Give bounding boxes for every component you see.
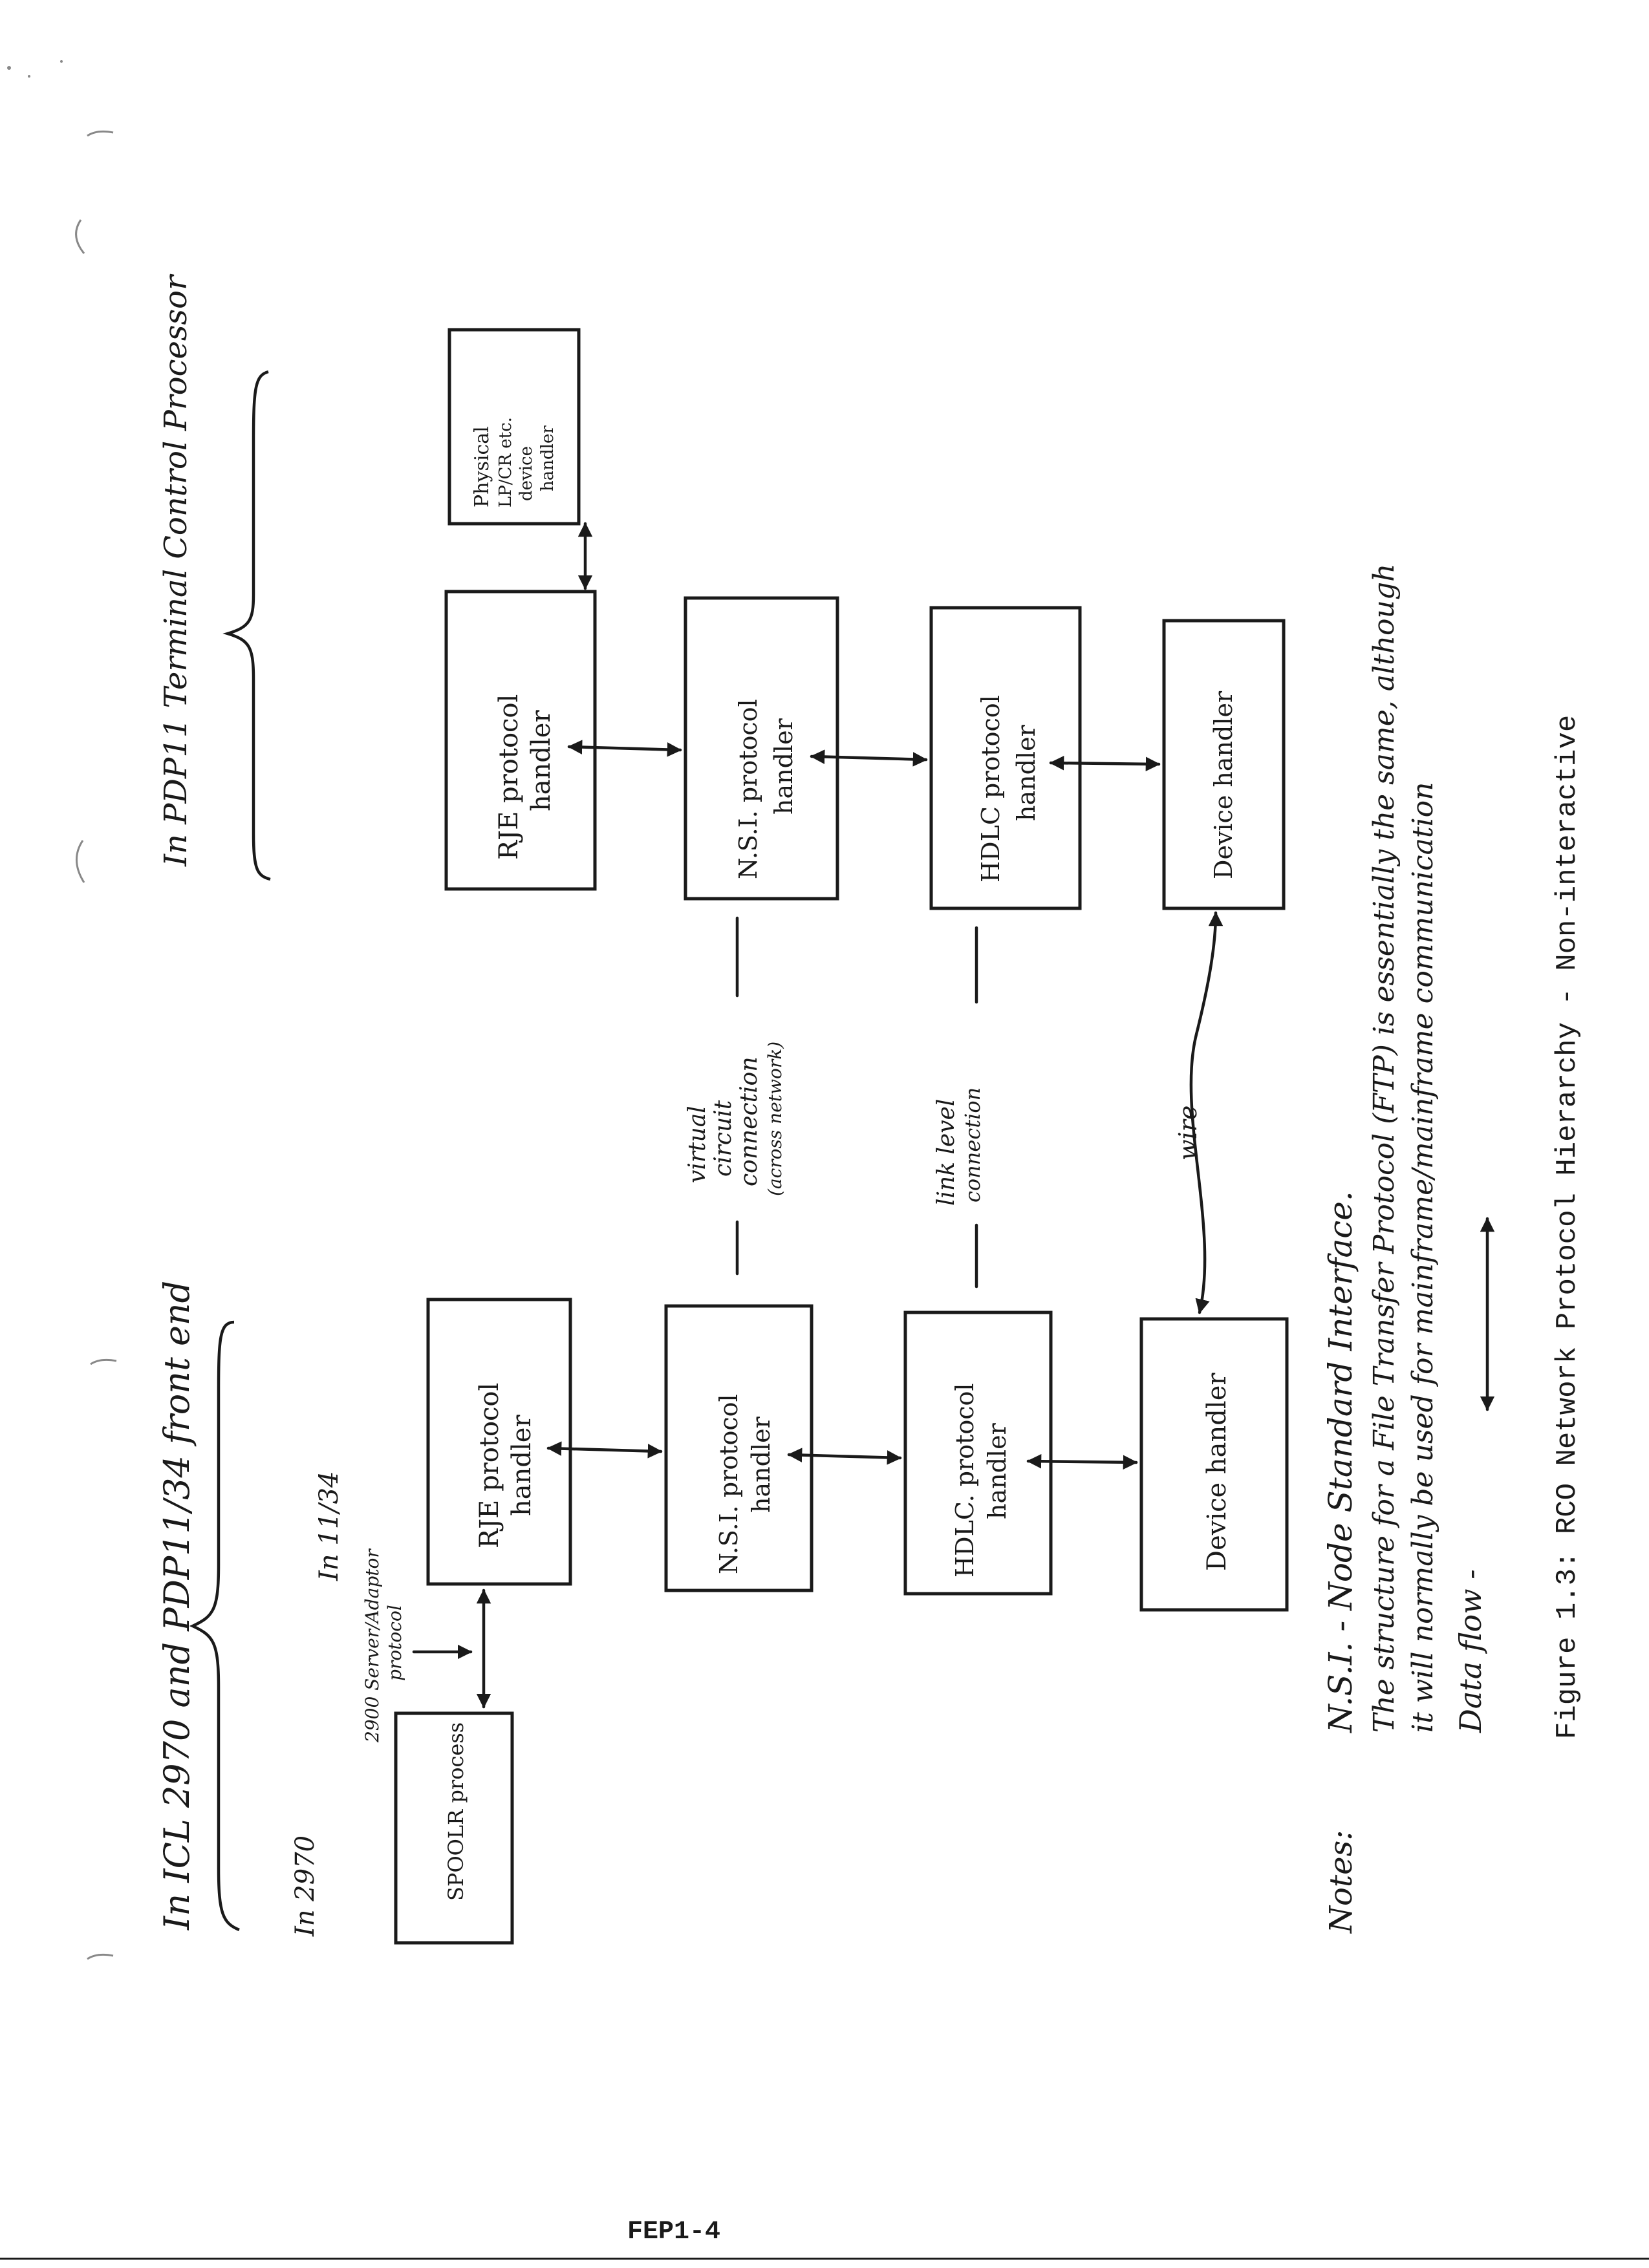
server-adaptor-label-1: 2900 Server/Adaptor xyxy=(361,1549,383,1742)
link-level-label-1: link level xyxy=(933,1098,960,1206)
wire-label: wire xyxy=(1174,1105,1202,1161)
note-ftp-line-2: it will normally be used for mainframe/mainframe communication xyxy=(1406,782,1439,1733)
virtual-circuit-label-2: circuit xyxy=(710,1100,737,1177)
arrow-rje-nsi-left xyxy=(548,1448,661,1451)
hdlc-protocol-handler-right-label-2: handler xyxy=(1012,725,1040,821)
spoolr-process-label: SPOOLR process xyxy=(444,1722,468,1901)
label-in-1134: In 11/34 xyxy=(314,1471,344,1581)
device-handler-right-label: Device handler xyxy=(1209,690,1238,879)
notes-heading: Notes: xyxy=(1323,1830,1359,1933)
note-data-flow: Data flow - xyxy=(1453,1569,1488,1733)
bottom-rule xyxy=(0,2258,1649,2260)
label-in-2970: In 2970 xyxy=(290,1835,320,1936)
physical-device-handler-label-3: device xyxy=(517,446,536,501)
hdlc-protocol-handler-left-label-1: HDLC. protocol xyxy=(951,1383,979,1578)
arrow-rje-nsi-right xyxy=(569,747,680,750)
rje-protocol-handler-right-label-1: RJE protocol xyxy=(494,694,524,860)
brace-left xyxy=(193,1322,239,1930)
link-level-label-2: connection xyxy=(960,1087,985,1203)
arrow-nsi-hdlc-left xyxy=(789,1455,900,1458)
arrow-hdlc-device-left xyxy=(1028,1461,1136,1462)
figure-caption: Figure 1.3: RCO Network Protocol Hierarchy - Non-interactive xyxy=(1551,714,1584,1739)
hdlc-protocol-handler-left-label-2: handler xyxy=(983,1423,1011,1519)
nsi-protocol-handler-right-label-2: handler xyxy=(770,718,798,815)
physical-device-handler-label-4: handler xyxy=(538,425,557,491)
binder-marks xyxy=(7,60,116,1959)
hdlc-protocol-handler-right-label-1: HDLC protocol xyxy=(976,695,1005,883)
heading-right: In PDP11 Terminal Control Processor xyxy=(158,275,194,866)
brace-right xyxy=(228,372,270,879)
hdlc-protocol-handler-right-box xyxy=(931,608,1080,908)
nsi-protocol-handler-left-label-2: handler xyxy=(747,1417,775,1513)
page-footer: FEP1-4 xyxy=(627,2218,721,2247)
virtual-circuit-label-1: virtual xyxy=(684,1106,711,1183)
arrow-hdlc-device-right xyxy=(1051,763,1159,764)
heading-left: In ICL 2970 and PDP11/34 front end xyxy=(156,1280,197,1930)
rje-protocol-handler-left-label-1: RJE protocol xyxy=(475,1382,504,1548)
rje-protocol-handler-left-label-2: handler xyxy=(507,1415,537,1516)
physical-device-handler-label-1: Physical xyxy=(471,426,493,508)
physical-device-handler-label-2: LP/CR etc. xyxy=(496,417,515,508)
arrow-nsi-hdlc-right xyxy=(812,756,926,760)
virtual-circuit-label-3: connection xyxy=(736,1056,762,1186)
virtual-circuit-label-4: (across network) xyxy=(764,1041,786,1196)
rje-protocol-handler-right-label-2: handler xyxy=(526,710,556,811)
nsi-protocol-handler-left-label-1: N.S.I. protocol xyxy=(715,1394,743,1574)
device-handler-left-label: Device handler xyxy=(1202,1373,1232,1571)
server-adaptor-label-2: protocol xyxy=(384,1605,405,1681)
nsi-protocol-handler-right-label-1: N.S.I. protocol xyxy=(734,699,762,879)
note-ftp-line-1: The structure for a File Transfer Protocol (FTP) is essentially the same, although xyxy=(1368,563,1401,1733)
note-nsi-definition: N.S.I. - Node Standard Interface. xyxy=(1322,1191,1359,1733)
